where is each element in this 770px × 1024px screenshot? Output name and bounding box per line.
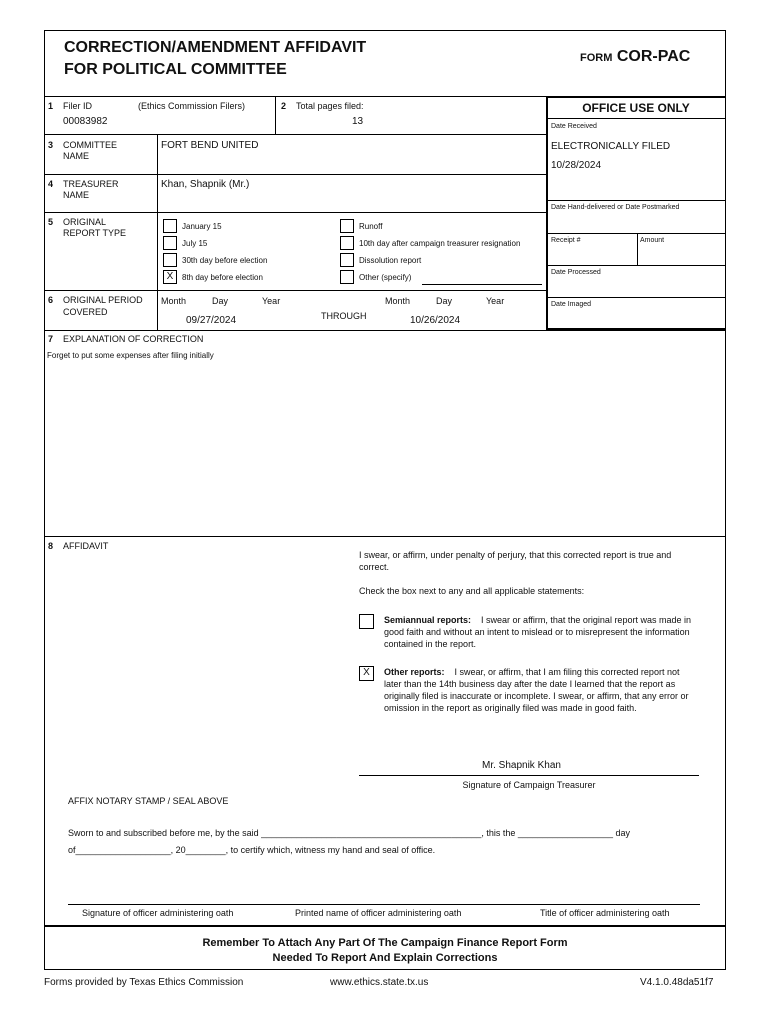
semiannual-statement <box>384 614 694 650</box>
footer-website[interactable]: www.ethics.state.tx.us <box>330 977 429 988</box>
date-processed-label: Date Processed <box>551 269 601 276</box>
to-year-label: Year <box>486 296 505 306</box>
through-label: THROUGH <box>321 311 367 321</box>
option-10th-day-after: 10th day after campaign treasurer resignation <box>359 239 521 248</box>
semiannual-title: Semiannual reports: <box>384 615 472 625</box>
filer-id-note: (Ethics Commission Filers) <box>138 101 246 111</box>
form-title-line2: FOR POLITICAL COMMITTEE <box>64 61 287 78</box>
option-8th-day: 8th day before election <box>182 273 263 282</box>
other-reports-statement <box>384 666 694 714</box>
checkbox-other[interactable] <box>340 270 354 284</box>
date-hand-delivered-label: Date Hand-delivered or Date Postmarked <box>551 204 680 211</box>
checkbox-other-reports[interactable]: X <box>359 666 374 681</box>
form-code <box>580 48 690 66</box>
sworn-line-2: of___________________, 20________, to certify which, witness my hand and seal of office. <box>68 845 436 855</box>
total-pages-label: Total pages filed: <box>296 101 364 111</box>
affidavit-check-text: Check the box next to any and all applicable statements: <box>359 586 585 596</box>
period-to-value: 10/26/2024 <box>410 315 461 326</box>
footer-provider: Forms provided by Texas Ethics Commission <box>44 977 244 988</box>
checkbox-january-15[interactable] <box>163 219 177 233</box>
affidavit-label: AFFIDAVIT <box>63 541 109 551</box>
officer-signature-label: Signature of officer administering oath <box>82 908 234 918</box>
option-january-15: January 15 <box>182 222 222 231</box>
other-specify-line <box>422 284 542 285</box>
receipt-label: Receipt # <box>551 237 581 244</box>
option-30th-day: 30th day before election <box>182 256 268 265</box>
filer-id-value: 00083982 <box>63 116 108 127</box>
section-5-number: 5 <box>48 217 54 227</box>
form-prefix: FORM <box>580 52 613 64</box>
treasurer-name-label-1: TREASURER <box>63 179 119 189</box>
checkbox-july-15[interactable] <box>163 236 177 250</box>
option-dissolution: Dissolution report <box>359 256 422 265</box>
period-from-value: 09/27/2024 <box>186 315 237 326</box>
date-imaged-label: Date Imaged <box>551 301 592 308</box>
filing-status: ELECTRONICALLY FILED <box>551 141 671 152</box>
office-use-title: OFFICE USE ONLY <box>582 101 690 115</box>
from-day-label: Day <box>212 296 229 306</box>
checkbox-runoff[interactable] <box>340 219 354 233</box>
treasurer-signature: Mr. Shapnik Khan <box>482 760 561 771</box>
explanation-label: EXPLANATION OF CORRECTION <box>63 334 204 344</box>
checkbox-30th-day[interactable] <box>163 253 177 267</box>
officer-title-label: Title of officer administering oath <box>540 908 670 918</box>
amount-label: Amount <box>640 237 665 244</box>
committee-name-label-1: COMMITTEE <box>63 140 117 150</box>
checkbox-8th-day[interactable]: X <box>163 270 177 284</box>
section-1-number: 1 <box>48 101 54 111</box>
office-use-box <box>546 96 726 330</box>
period-label-2: COVERED <box>63 307 108 317</box>
checkbox-semiannual[interactable] <box>359 614 374 629</box>
other-reports-title: Other reports: <box>384 667 445 677</box>
treasurer-name-label-2: NAME <box>63 190 90 200</box>
option-runoff: Runoff <box>359 222 383 231</box>
semiannual-text: I swear or affirm, that the original report was made in good faith and without an intent to mislead or to misrepresent the information contained in the report. <box>384 615 691 649</box>
option-other: Other (specify) <box>359 273 412 282</box>
report-type-label-1: ORIGINAL <box>63 217 107 227</box>
section-6-number: 6 <box>48 295 54 305</box>
footer-version: V4.1.0.48da51f7 <box>640 977 714 988</box>
from-month-label: Month <box>161 296 187 306</box>
notary-stamp-label: AFFIX NOTARY STAMP / SEAL ABOVE <box>68 796 229 806</box>
filing-date: 10/28/2024 <box>551 160 602 171</box>
total-pages-value: 13 <box>352 116 364 127</box>
affidavit-swear-text: I swear, or affirm, under penalty of perjury, that this corrected report is true and correct. <box>359 550 672 572</box>
explanation-value: Forget to put some expenses after filing initially <box>47 351 214 360</box>
form-title-line1: CORRECTION/AMENDMENT AFFIDAVIT <box>64 39 367 56</box>
treasurer-name-value: Khan, Shapnik (Mr.) <box>161 179 250 190</box>
option-july-15: July 15 <box>182 239 208 248</box>
reminder-line-1: Remember To Attach Any Part Of The Campaign Finance Report Form <box>202 937 568 949</box>
committee-name-value: FORT BEND UNITED <box>161 140 259 151</box>
report-type-label-2: REPORT TYPE <box>63 228 127 238</box>
date-received-label: Date Received <box>551 123 597 130</box>
reminder-line-2: Needed To Report And Explain Corrections <box>272 952 498 964</box>
filer-id-label: Filer ID <box>63 101 92 111</box>
other-reports-text: I swear, or affirm, that I am filing this corrected report not later than the 14th business day after the date I learned that the report as originally filed is inaccurate or incomplete. I swear, or affirm, that any error or omission in the report as originally filed was made in good faith. <box>384 667 689 713</box>
section-4-number: 4 <box>48 179 54 189</box>
section-2-number: 2 <box>281 101 287 111</box>
form-code-value: COR-PAC <box>616 48 691 65</box>
to-day-label: Day <box>436 296 453 306</box>
sworn-line-1: Sworn to and subscribed before me, by the said ____________________________________________, this the ___________________ day <box>68 828 630 838</box>
committee-name-label-2: NAME <box>63 151 90 161</box>
section-8-number: 8 <box>48 541 54 551</box>
checkbox-dissolution[interactable] <box>340 253 354 267</box>
treasurer-signature-label: Signature of Campaign Treasurer <box>462 780 596 790</box>
from-year-label: Year <box>262 296 281 306</box>
section-3-number: 3 <box>48 140 54 150</box>
period-label-1: ORIGINAL PERIOD <box>63 295 143 305</box>
officer-printed-name-label: Printed name of officer administering oath <box>295 908 462 918</box>
section-7-number: 7 <box>48 334 54 344</box>
to-month-label: Month <box>385 296 411 306</box>
checkbox-10th-day-after[interactable] <box>340 236 354 250</box>
